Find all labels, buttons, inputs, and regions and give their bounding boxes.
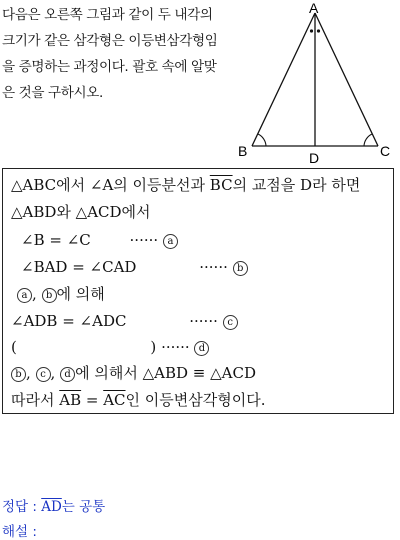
proof-line-5 xyxy=(17,285,105,303)
proof-dots: ······ xyxy=(129,231,159,249)
circled-a-mark: a xyxy=(163,234,178,249)
proof-line-1 xyxy=(11,176,360,194)
circled-d-mark: d xyxy=(194,341,209,356)
proof-text: 에 의해 xyxy=(56,285,105,303)
problem-line: 다음은 오른쪽 그림과 같이 두 내각의 xyxy=(2,7,213,23)
vertex-label-d: D xyxy=(309,150,320,166)
circled-d-mark: d xyxy=(60,367,75,382)
blank-close-paren: ) xyxy=(150,338,157,356)
proof-sep: , xyxy=(26,364,36,382)
triangle-figure xyxy=(236,0,400,168)
proof-text: ∠BAD = ∠CAD xyxy=(21,258,137,276)
proof-text: ∠B = ∠C xyxy=(21,231,91,249)
proof-dots: ······ xyxy=(161,338,190,356)
proof-line-9 xyxy=(11,391,265,409)
proof-line-2 xyxy=(11,203,151,221)
proof-text: 인 이등변삼각형이다. xyxy=(125,391,266,409)
answer-label: 정답 : xyxy=(2,499,42,515)
circled-c-mark: c xyxy=(223,315,238,330)
proof-text: △ABD와 △ACD에서 xyxy=(11,203,151,221)
proof-line-3 xyxy=(21,231,178,249)
problem-line: 크기가 같은 삼각형은 이등변삼각형임 xyxy=(2,33,218,49)
answer-text: 는 공통 xyxy=(61,499,106,515)
proof-text: 따라서 xyxy=(11,391,60,409)
blank-open-paren: ( xyxy=(11,338,17,356)
proof-text: = xyxy=(81,391,104,409)
vertex-label-a: A xyxy=(309,0,319,16)
problem-line: 을 증명하는 과정이다. 괄호 속에 알맞 xyxy=(2,59,217,75)
proof-line-7 xyxy=(11,338,209,356)
proof-line-4 xyxy=(21,258,248,276)
circled-b-mark: b xyxy=(233,261,248,276)
proof-text: 에 의해서 △ABD ≡ △ACD xyxy=(75,364,256,382)
angle-mark-b xyxy=(258,134,266,146)
circled-c-mark: c xyxy=(36,367,51,382)
proof-text: 의 교점을 D라 하면 xyxy=(232,176,361,194)
proof-dots: ······ xyxy=(199,258,228,276)
proof-text: △ABC에서 ∠A의 이등분선과 xyxy=(11,176,210,194)
vertex-label-b: B xyxy=(238,143,248,159)
vertex-label-c: C xyxy=(380,143,391,159)
side-ac xyxy=(315,13,378,146)
segment-ac: $\overline{AC}$ xyxy=(103,391,126,409)
proof-sep: , xyxy=(32,285,42,303)
problem-statement xyxy=(2,2,238,106)
proof-text: ∠ADB = ∠ADC xyxy=(11,312,127,330)
proof-box xyxy=(2,168,394,414)
side-ab xyxy=(252,13,315,146)
circled-b-mark: b xyxy=(42,288,57,303)
angle-mark-bad xyxy=(310,29,313,32)
proof-line-6 xyxy=(11,312,238,330)
circled-a-mark: a xyxy=(17,288,32,303)
angle-mark-c xyxy=(364,134,372,146)
circled-b-mark: b xyxy=(11,367,26,382)
problem-line: 은 것을 구하시오. xyxy=(2,85,103,101)
segment-ad: $\overline{AD}$ xyxy=(41,499,62,515)
proof-sep: , xyxy=(50,364,61,382)
proof-line-8 xyxy=(11,364,256,382)
explanation-label: 해설 : xyxy=(2,524,37,540)
angle-mark-cad xyxy=(317,29,320,32)
segment-bc: $\overline{BC}$ xyxy=(209,176,233,194)
segment-ab: $\overline{AB}$ xyxy=(59,391,82,409)
answer-line xyxy=(2,495,105,515)
proof-dots: ······ xyxy=(189,312,218,330)
